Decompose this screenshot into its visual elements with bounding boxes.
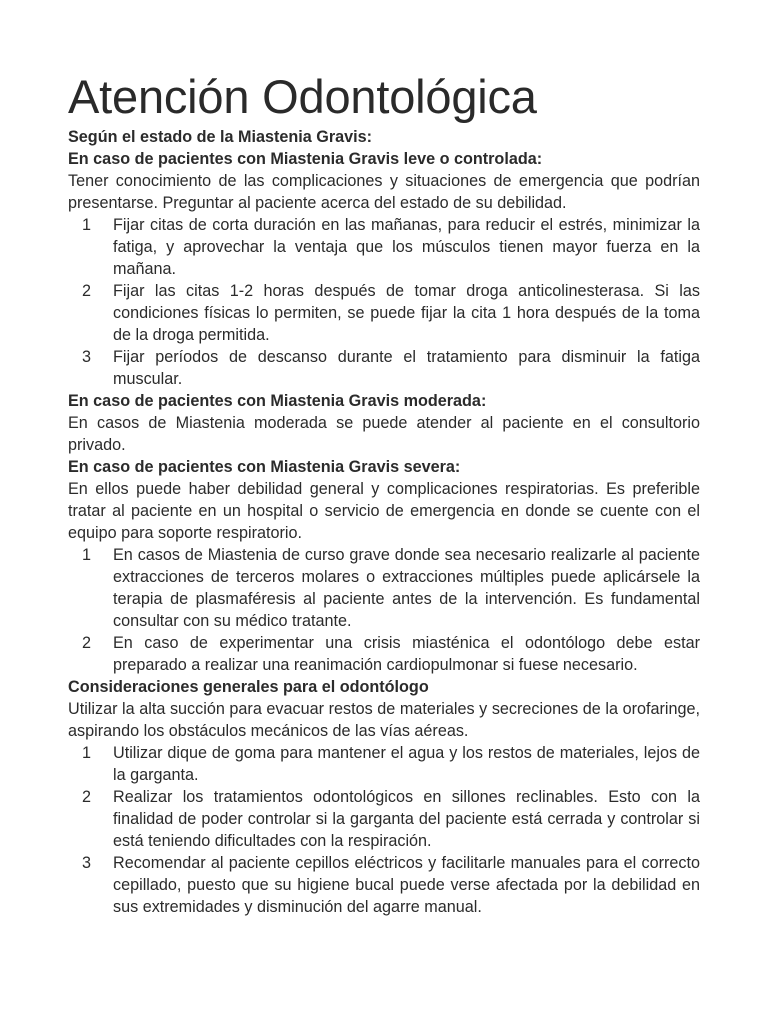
list-item-number: 2 <box>82 788 92 806</box>
leve-paragraph: Tener conocimiento de las complicaciones y situaciones de emergencia que podrían presentarse. Preguntar al paciente acerca del estado de su debilidad. <box>68 172 700 212</box>
page-title: Atención Odontológica <box>68 70 537 123</box>
list-item-number: 2 <box>82 634 92 652</box>
generales-paragraph: Utilizar la alta succión para evacuar restos de materiales y secreciones de la orofaringe, aspirando los obstáculos mecánicos de las vías aéreas. <box>68 700 700 740</box>
list-item-text: Recomendar al paciente cepillos eléctricos y facilitarle manuales para el correcto cepillado, puesto que su higiene bucal puede verse afectada por la debilidad en sus extremidades y disminución del agarre manual. <box>113 854 700 916</box>
list-item-number: 3 <box>82 348 92 366</box>
list-item-number: 1 <box>82 546 92 564</box>
list-item <box>68 346 700 390</box>
list-item <box>68 742 700 786</box>
generales-list <box>68 742 700 918</box>
list-item <box>68 852 700 918</box>
severa-heading: En caso de pacientes con Miastenia Gravis severa: <box>68 458 461 476</box>
document-page <box>68 70 700 918</box>
list-item-text: En caso de experimentar una crisis miasténica el odontólogo debe estar preparado a realizar una reanimación cardiopulmonar si fuese necesario. <box>113 634 700 674</box>
list-item-number: 3 <box>82 854 92 872</box>
intro-heading: Según el estado de la Miastenia Gravis: <box>68 128 373 146</box>
list-item-number: 2 <box>82 282 92 300</box>
list-item <box>68 214 700 280</box>
list-item-number: 1 <box>82 216 92 234</box>
moderada-heading: En caso de pacientes con Miastenia Gravis moderada: <box>68 392 487 410</box>
list-item-text: Utilizar dique de goma para mantener el agua y los restos de materiales, lejos de la garganta. <box>113 744 700 784</box>
list-item-text: Fijar las citas 1-2 horas después de tomar droga anticolinesterasa. Si las condiciones físicas lo permiten, se puede fijar la cita 1 hora después de la toma de la droga permitida. <box>113 282 700 344</box>
list-item-text: Fijar períodos de descanso durante el tratamiento para disminuir la fatiga muscular. <box>113 348 700 388</box>
moderada-paragraph: En casos de Miastenia moderada se puede atender al paciente en el consultorio privado. <box>68 414 700 454</box>
list-item <box>68 544 700 632</box>
list-item-text: En casos de Miastenia de curso grave donde sea necesario realizarle al paciente extracciones de terceros molares o extracciones múltiples puede aplicársele la terapia de plasmaféresis al paciente antes de la intervención. Es fundamental consultar con su médico tratante. <box>113 546 700 630</box>
list-item-number: 1 <box>82 744 92 762</box>
list-item-text: Fijar citas de corta duración en las mañanas, para reducir el estrés, minimizar la fatiga, y aprovechar la ventaja que los músculos tienen mayor fuerza en la mañana. <box>113 216 700 278</box>
list-item-text: Realizar los tratamientos odontológicos en sillones reclinables. Esto con la finalidad de poder controlar si la garganta del paciente está cerrada y controlar si está teniendo dificultades con la respiración. <box>113 788 700 850</box>
severa-paragraph: En ellos puede haber debilidad general y complicaciones respiratorias. Es preferible tratar al paciente en un hospital o servicio de emergencia en donde se cuente con el equipo para soporte respiratorio. <box>68 480 700 542</box>
list-item <box>68 632 700 676</box>
leve-heading: En caso de pacientes con Miastenia Gravis leve o controlada: <box>68 150 543 168</box>
severa-list <box>68 544 700 676</box>
generales-heading: Consideraciones generales para el odontólogo <box>68 678 429 696</box>
list-item <box>68 280 700 346</box>
leve-list <box>68 214 700 390</box>
list-item <box>68 786 700 852</box>
